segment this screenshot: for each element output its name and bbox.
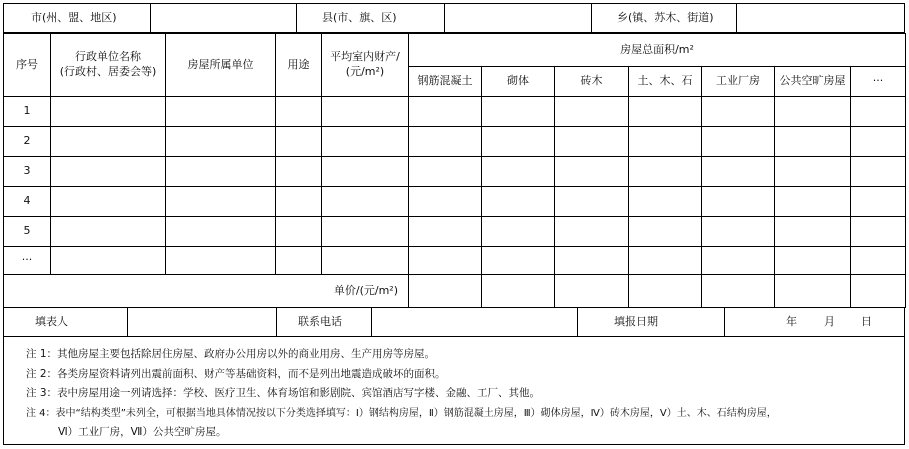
table-cell[interactable] — [322, 187, 409, 217]
table-cell[interactable] — [775, 157, 851, 187]
table-cell[interactable] — [409, 157, 482, 187]
table-cell[interactable] — [409, 247, 482, 275]
divider — [150, 4, 151, 32]
table-cell[interactable] — [276, 217, 322, 247]
table-cell[interactable] — [322, 127, 409, 157]
region-bar — [3, 3, 905, 33]
table-cell[interactable] — [702, 217, 775, 247]
date-label: 填报日期 — [614, 315, 658, 328]
table-cell[interactable] — [51, 217, 166, 247]
header-owner: 房屋所属单位 — [166, 34, 276, 97]
table-cell[interactable] — [629, 127, 702, 157]
table-cell[interactable] — [775, 275, 851, 308]
table-cell[interactable] — [409, 217, 482, 247]
table-row — [4, 127, 906, 157]
row-number: ··· — [4, 247, 51, 275]
table-cell[interactable] — [409, 97, 482, 127]
table-row — [4, 247, 906, 275]
table-cell[interactable] — [51, 97, 166, 127]
table-cell[interactable] — [51, 127, 166, 157]
table-cell[interactable] — [322, 217, 409, 247]
header-structure: ··· — [851, 67, 906, 97]
table-cell[interactable] — [555, 127, 629, 157]
date-month: 月 — [824, 315, 835, 328]
header-avg-property-line2: (元/m²) — [345, 65, 385, 78]
table-cell[interactable] — [276, 97, 322, 127]
note-4: 注 4：表中“结构类型”未列全，可根据当地具体情况按以下分类选择填写：Ⅰ）钢结构房屋，Ⅱ）钢筋混凝土房屋，Ⅲ）砌体房屋，Ⅳ）砖木房屋，Ⅴ）土、木、石结构房屋， — [26, 407, 777, 419]
table-cell[interactable] — [555, 97, 629, 127]
table-cell[interactable] — [166, 217, 276, 247]
notes-section — [3, 337, 905, 445]
header-structure: 土、木、石 — [629, 67, 702, 97]
table-cell[interactable] — [51, 247, 166, 275]
township-label: 乡(镇、苏木、街道) — [617, 11, 714, 24]
note-2: 注 2：各类房屋资料请列出震前面积、财产等基础资料，而不是列出地震造成破坏的面积。 — [26, 367, 446, 380]
table-cell[interactable] — [555, 157, 629, 187]
table-cell[interactable] — [702, 127, 775, 157]
table-cell[interactable] — [166, 97, 276, 127]
table-cell[interactable] — [555, 187, 629, 217]
table-cell[interactable] — [851, 247, 906, 275]
table-cell[interactable] — [851, 275, 906, 308]
table-cell[interactable] — [775, 127, 851, 157]
table-cell[interactable] — [555, 247, 629, 275]
filler-label: 填表人 — [35, 315, 68, 328]
table-cell[interactable] — [409, 187, 482, 217]
row-number: 1 — [4, 97, 51, 127]
table-cell[interactable] — [555, 275, 629, 308]
table-cell[interactable] — [51, 157, 166, 187]
note-1: 注 1：其他房屋主要包括除居住房屋、政府办公用房以外的商业用房、生产用房等房屋。 — [26, 348, 436, 360]
form-sheet — [3, 3, 905, 445]
header-structure: 钢筋混凝土 — [409, 67, 482, 97]
header-admin-unit — [51, 34, 166, 97]
table-cell[interactable] — [166, 127, 276, 157]
table-cell[interactable] — [322, 97, 409, 127]
housing-table — [3, 33, 906, 308]
table-cell[interactable] — [629, 217, 702, 247]
phone-label: 联系电话 — [298, 315, 342, 328]
row-number: 2 — [4, 127, 51, 157]
table-cell[interactable] — [629, 187, 702, 217]
table-row — [4, 217, 906, 247]
filler-info-row — [3, 307, 905, 337]
table-cell[interactable] — [702, 187, 775, 217]
table-cell[interactable] — [482, 187, 555, 217]
header-structure: 砌体 — [482, 67, 555, 97]
table-cell[interactable] — [702, 97, 775, 127]
header-structure: 工业厂房 — [702, 67, 775, 97]
table-cell[interactable] — [775, 217, 851, 247]
table-cell[interactable] — [775, 247, 851, 275]
divider — [444, 4, 445, 32]
row-number: 4 — [4, 187, 51, 217]
table-cell[interactable] — [409, 275, 482, 308]
note-4-continued: Ⅵ）工业厂房，Ⅶ）公共空旷房屋。 — [58, 426, 227, 438]
header-seq: 序号 — [4, 34, 51, 97]
table-cell[interactable] — [702, 275, 775, 308]
header-avg-property-line1: 平均室内财产/ — [330, 50, 400, 64]
date-day: 日 — [861, 315, 872, 328]
table-cell[interactable] — [276, 157, 322, 187]
table-cell[interactable] — [851, 217, 906, 247]
header-admin-unit-line1: 行政单位名称 — [75, 50, 141, 64]
header-structure: 砖木 — [555, 67, 629, 97]
table-cell[interactable] — [702, 247, 775, 275]
divider — [724, 307, 725, 336]
table-cell[interactable] — [482, 217, 555, 247]
county-label: 县(市、旗、区) — [322, 11, 397, 24]
table-cell[interactable] — [322, 247, 409, 275]
table-cell[interactable] — [629, 97, 702, 127]
table-cell[interactable] — [276, 187, 322, 217]
table-cell[interactable] — [702, 157, 775, 187]
table-row — [4, 187, 906, 217]
table-cell[interactable] — [629, 157, 702, 187]
table-cell[interactable] — [482, 157, 555, 187]
table-cell[interactable] — [775, 97, 851, 127]
table-cell[interactable] — [629, 275, 702, 308]
header-total-area: 房屋总面积/m² — [409, 34, 906, 67]
table-cell[interactable] — [629, 247, 702, 275]
table-cell[interactable] — [276, 127, 322, 157]
divider — [276, 307, 277, 336]
note-3: 注 3：表中房屋用途一列请选择：学校、医疗卫生、体育场馆和影剧院、宾馆酒店写字楼、金融、工厂、其他。 — [26, 387, 541, 399]
table-cell[interactable] — [555, 217, 629, 247]
table-cell[interactable] — [166, 187, 276, 217]
date-year: 年 — [786, 315, 797, 328]
table-cell[interactable] — [482, 275, 555, 308]
divider — [371, 307, 372, 336]
header-admin-unit-line2: (行政村、居委会等) — [59, 65, 157, 78]
header-structure: 公共空旷房屋 — [775, 67, 851, 97]
table-cell[interactable] — [482, 127, 555, 157]
table-cell[interactable] — [51, 187, 166, 217]
unit-price-label: 单价/(元/m²) — [4, 275, 409, 308]
unit-price-row — [4, 275, 906, 308]
table-cell[interactable] — [322, 157, 409, 187]
row-number: 3 — [4, 157, 51, 187]
table-cell[interactable] — [166, 157, 276, 187]
row-number: 5 — [4, 217, 51, 247]
table-cell[interactable] — [851, 127, 906, 157]
table-cell[interactable] — [482, 97, 555, 127]
header-avg-property — [322, 34, 409, 97]
divider — [577, 307, 578, 336]
divider — [296, 4, 297, 32]
table-cell[interactable] — [482, 247, 555, 275]
table-cell[interactable] — [851, 187, 906, 217]
table-cell[interactable] — [851, 157, 906, 187]
header-usage: 用途 — [276, 34, 322, 97]
divider — [591, 4, 592, 32]
table-cell[interactable] — [409, 127, 482, 157]
divider — [736, 4, 737, 32]
table-row — [4, 97, 906, 127]
table-cell[interactable] — [851, 97, 906, 127]
table-cell[interactable] — [775, 187, 851, 217]
table-cell[interactable] — [276, 247, 322, 275]
city-label: 市(州、盟、地区) — [31, 11, 117, 24]
divider — [127, 307, 128, 336]
table-cell[interactable] — [166, 247, 276, 275]
table-row — [4, 157, 906, 187]
